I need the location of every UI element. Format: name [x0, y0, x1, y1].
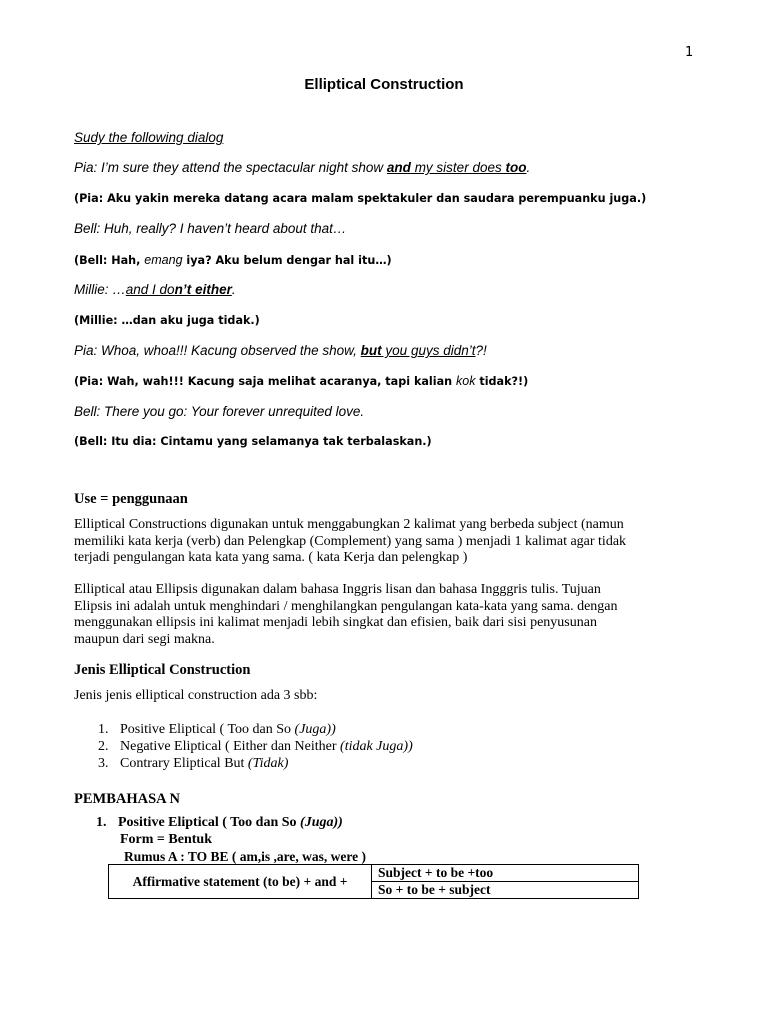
dialog-line-pia-1: Pia: I’m sure they attend the spectacular night show and my sister does too. — [74, 160, 531, 175]
form-table — [108, 864, 639, 899]
page-number: 1 — [685, 45, 694, 60]
rumus-label: Rumus A : TO BE ( am,is ,are, was, were ) — [124, 849, 367, 864]
dialog-translation-bell-1: (Bell: Hah, emang iya? Aku belum dengar hal itu…) — [74, 253, 392, 267]
dialog-translation-millie: (Millie: …dan aku juga tidak.) — [74, 314, 260, 327]
dialog-translation-pia-2: (Pia: Wah, wah!!! Kacung saja melihat acaranya, tapi kalian kok tidak?!) — [74, 374, 529, 388]
pembahasan-heading: PEMBAHASA N — [74, 791, 180, 807]
jenis-heading: Jenis Elliptical Construction — [74, 662, 251, 678]
form-table-right-cell: Subject + to be +too — [372, 865, 639, 882]
dialog-translation-pia-1: (Pia: Aku yakin mereka datang acara malam spektakuler dan saudara perempuanku juga.) — [74, 192, 647, 205]
dialog-line-bell-1: Bell: Huh, really? I haven’t heard about that… — [74, 221, 347, 236]
dialog-intro: Sudy the following dialog — [74, 130, 224, 145]
form-table-right-cell: So + to be + subject — [372, 882, 639, 899]
form-label: Form = Bentuk — [120, 832, 212, 847]
dialog-line-millie: Millie: …and I don’t either. — [74, 282, 236, 297]
form-table-left-cell: Affirmative statement (to be) + and + — [109, 865, 372, 899]
jenis-intro: Jenis jenis elliptical construction ada 3 sbb: — [74, 688, 318, 703]
section-1-title: 1. Positive Eliptical ( Too dan So (Juga)) — [96, 815, 343, 830]
page-title: Elliptical Construction — [304, 76, 464, 93]
list-item: 1. Positive Eliptical ( Too dan So (Juga)) — [98, 722, 336, 737]
use-paragraph-1: Elliptical Constructions digunakan untuk menggabungkan 2 kalimat yang berbeda subject (namun memiliki kata kerja (verb) dan Pelengkap (Complement) yang sama ) menjadi 1 kalimat agar tidak terjadi pengulangan kata kata yang sama. ( kata Kerja dan pelengkap ) — [74, 517, 627, 565]
use-paragraph-2: Elliptical atau Ellipsis digunakan dalam bahasa Inggris lisan dan bahasa Ingggris tulis. Tujuan Elipsis ini adalah untuk menghindari / menghilangkan pengulangan kata-kata yang sama. dengan menggunakan ellipsis ini kalimat menjadi lebih singkat dan efisien, baik dari sisi penyusunan maupun dari segi makna. — [74, 582, 618, 647]
dialog-line-pia-2: Pia: Whoa, whoa!!! Kacung observed the show, but you guys didn’t?! — [74, 343, 487, 358]
use-heading: Use = penggunaan — [74, 491, 188, 507]
list-item: 2. Negative Eliptical ( Either dan Neither (tidak Juga)) — [98, 739, 413, 754]
dialog-translation-bell-2: (Bell: Itu dia: Cintamu yang selamanya tak terbalaskan.) — [74, 435, 432, 448]
list-item: 3. Contrary Eliptical But (Tidak) — [98, 756, 289, 771]
dialog-line-bell-2: Bell: There you go: Your forever unrequited love. — [74, 404, 365, 419]
